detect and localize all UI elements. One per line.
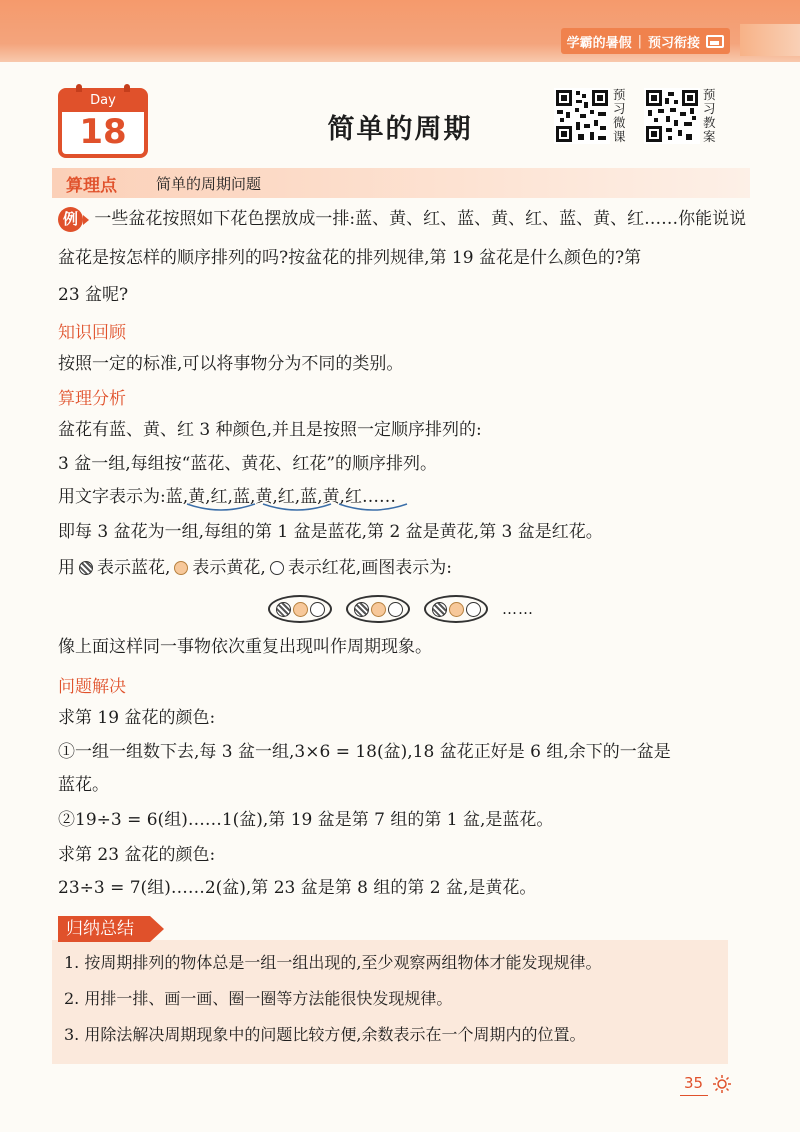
day-number: 18 xyxy=(79,112,127,152)
summary-item: 1. 按周期排列的物体总是一组一组出现的,至少观察两组物体才能发现规律。 xyxy=(64,953,602,972)
red-flower-icon xyxy=(270,561,284,575)
page-number: 35 xyxy=(684,1074,704,1092)
flower-group xyxy=(424,595,488,623)
legend-red: 表示红花,画图表示为: xyxy=(287,558,452,578)
solution-line: 求第 19 盆花的颜色: xyxy=(58,708,216,728)
summary-item: 2. 用排一排、画一画、圈一圈等方法能很快发现规律。 xyxy=(64,989,453,1008)
yellow-flower-icon xyxy=(449,602,464,617)
summary-tag: 归纳总结 xyxy=(58,916,150,942)
analysis-line: 盆花有蓝、黄、红 3 种颜色,并且是按照一定顺序排列的: xyxy=(58,420,482,440)
example-icon: 例 xyxy=(58,207,83,232)
sun-icon xyxy=(712,1074,732,1094)
qr-label-micro-lesson: 预习微课 xyxy=(613,87,626,144)
per-group-text: 即每 3 盆花为一组,每组的第 1 盆是蓝花,第 2 盆是黄花,第 3 盆是红花。 xyxy=(58,522,603,542)
blue-flower-icon xyxy=(79,561,93,575)
legend-prefix: 用 xyxy=(58,558,75,578)
qr-code-icon[interactable] xyxy=(554,88,610,144)
solution-line: 蓝花。 xyxy=(58,775,109,795)
red-flower-icon xyxy=(466,602,481,617)
summary-box xyxy=(52,940,728,1064)
text-representation-prefix: 用文字表示为: xyxy=(58,487,166,507)
knowledge-point-label: 算理点 xyxy=(66,176,117,196)
diagram-ellipsis: …… xyxy=(502,600,534,618)
legend-yellow: 表示黄花, xyxy=(192,558,266,578)
yellow-flower-icon xyxy=(293,602,308,617)
flower-group xyxy=(268,595,332,623)
solution-line: 求第 23 盆花的颜色: xyxy=(58,845,216,865)
legend-line xyxy=(58,556,452,580)
qr-code-icon[interactable] xyxy=(644,88,700,144)
color-sequence: 蓝,黄,红,蓝,黄,红,蓝,黄,红…… xyxy=(165,487,396,507)
yellow-flower-icon xyxy=(174,561,188,575)
section-heading-solution: 问题解决 xyxy=(58,677,126,697)
flower-group xyxy=(346,595,410,623)
example-line: 23 盆呢? xyxy=(58,285,129,305)
example-line xyxy=(58,207,746,232)
example-text: 一些盆花按照如下花色摆放成一排:蓝、黄、红、蓝、黄、红、蓝、黄、红……你能说说 xyxy=(94,209,747,229)
analysis-line: 3 盆一组,每组按“蓝花、黄花、红花”的顺序排列。 xyxy=(58,454,438,474)
definition-text: 像上面这样同一事物依次重复出现叫作周期现象。 xyxy=(58,637,432,657)
group-arcs xyxy=(185,501,415,515)
example-line: 盆花是按怎样的顺序排列的吗?按盆花的排列规律,第 19 盆花是什么颜色的?第 xyxy=(58,248,642,268)
knowledge-point-bar xyxy=(52,168,750,198)
page-number-underline xyxy=(680,1095,708,1096)
knowledge-point-topic: 简单的周期问题 xyxy=(156,175,262,193)
blue-flower-icon xyxy=(432,602,447,617)
red-flower-icon xyxy=(388,602,403,617)
yellow-flower-icon xyxy=(371,602,386,617)
group-diagram xyxy=(268,594,534,624)
summary-item: 3. 用除法解决周期现象中的问题比较方便,余数表示在一个周期内的位置。 xyxy=(64,1025,586,1044)
picture-icon xyxy=(706,35,724,48)
qr-label-lesson-plan: 预习教案 xyxy=(703,87,716,144)
section-heading-analysis: 算理分析 xyxy=(58,389,126,409)
series-title: 预习衔接 xyxy=(647,35,700,51)
solution-line: ②19÷3 = 6(组)……1(盆),第 19 盆是第 7 组的第 1 盆,是蓝花。 xyxy=(58,810,554,830)
header-tab xyxy=(740,24,800,56)
red-flower-icon xyxy=(310,602,325,617)
section-heading-review: 知识回顾 xyxy=(58,323,126,343)
series-brand xyxy=(561,28,730,54)
brand-separator: | xyxy=(637,33,642,49)
brand-title: 学霸的暑假 xyxy=(566,35,632,51)
review-text: 按照一定的标准,可以将事物分为不同的类别。 xyxy=(58,354,404,374)
legend-blue: 表示蓝花, xyxy=(97,558,171,578)
solution-line: ①一组一组数下去,每 3 盆一组,3×6 = 18(盆),18 盆花正好是 6 组,余下的一盆是 xyxy=(58,742,671,762)
page-title: 简单的周期 xyxy=(327,114,473,145)
blue-flower-icon xyxy=(354,602,369,617)
blue-flower-icon xyxy=(276,602,291,617)
day-label: Day xyxy=(62,92,144,112)
solution-line: 23÷3 = 7(组)……2(盆),第 23 盆是第 8 组的第 2 盆,是黄花。 xyxy=(58,878,537,898)
